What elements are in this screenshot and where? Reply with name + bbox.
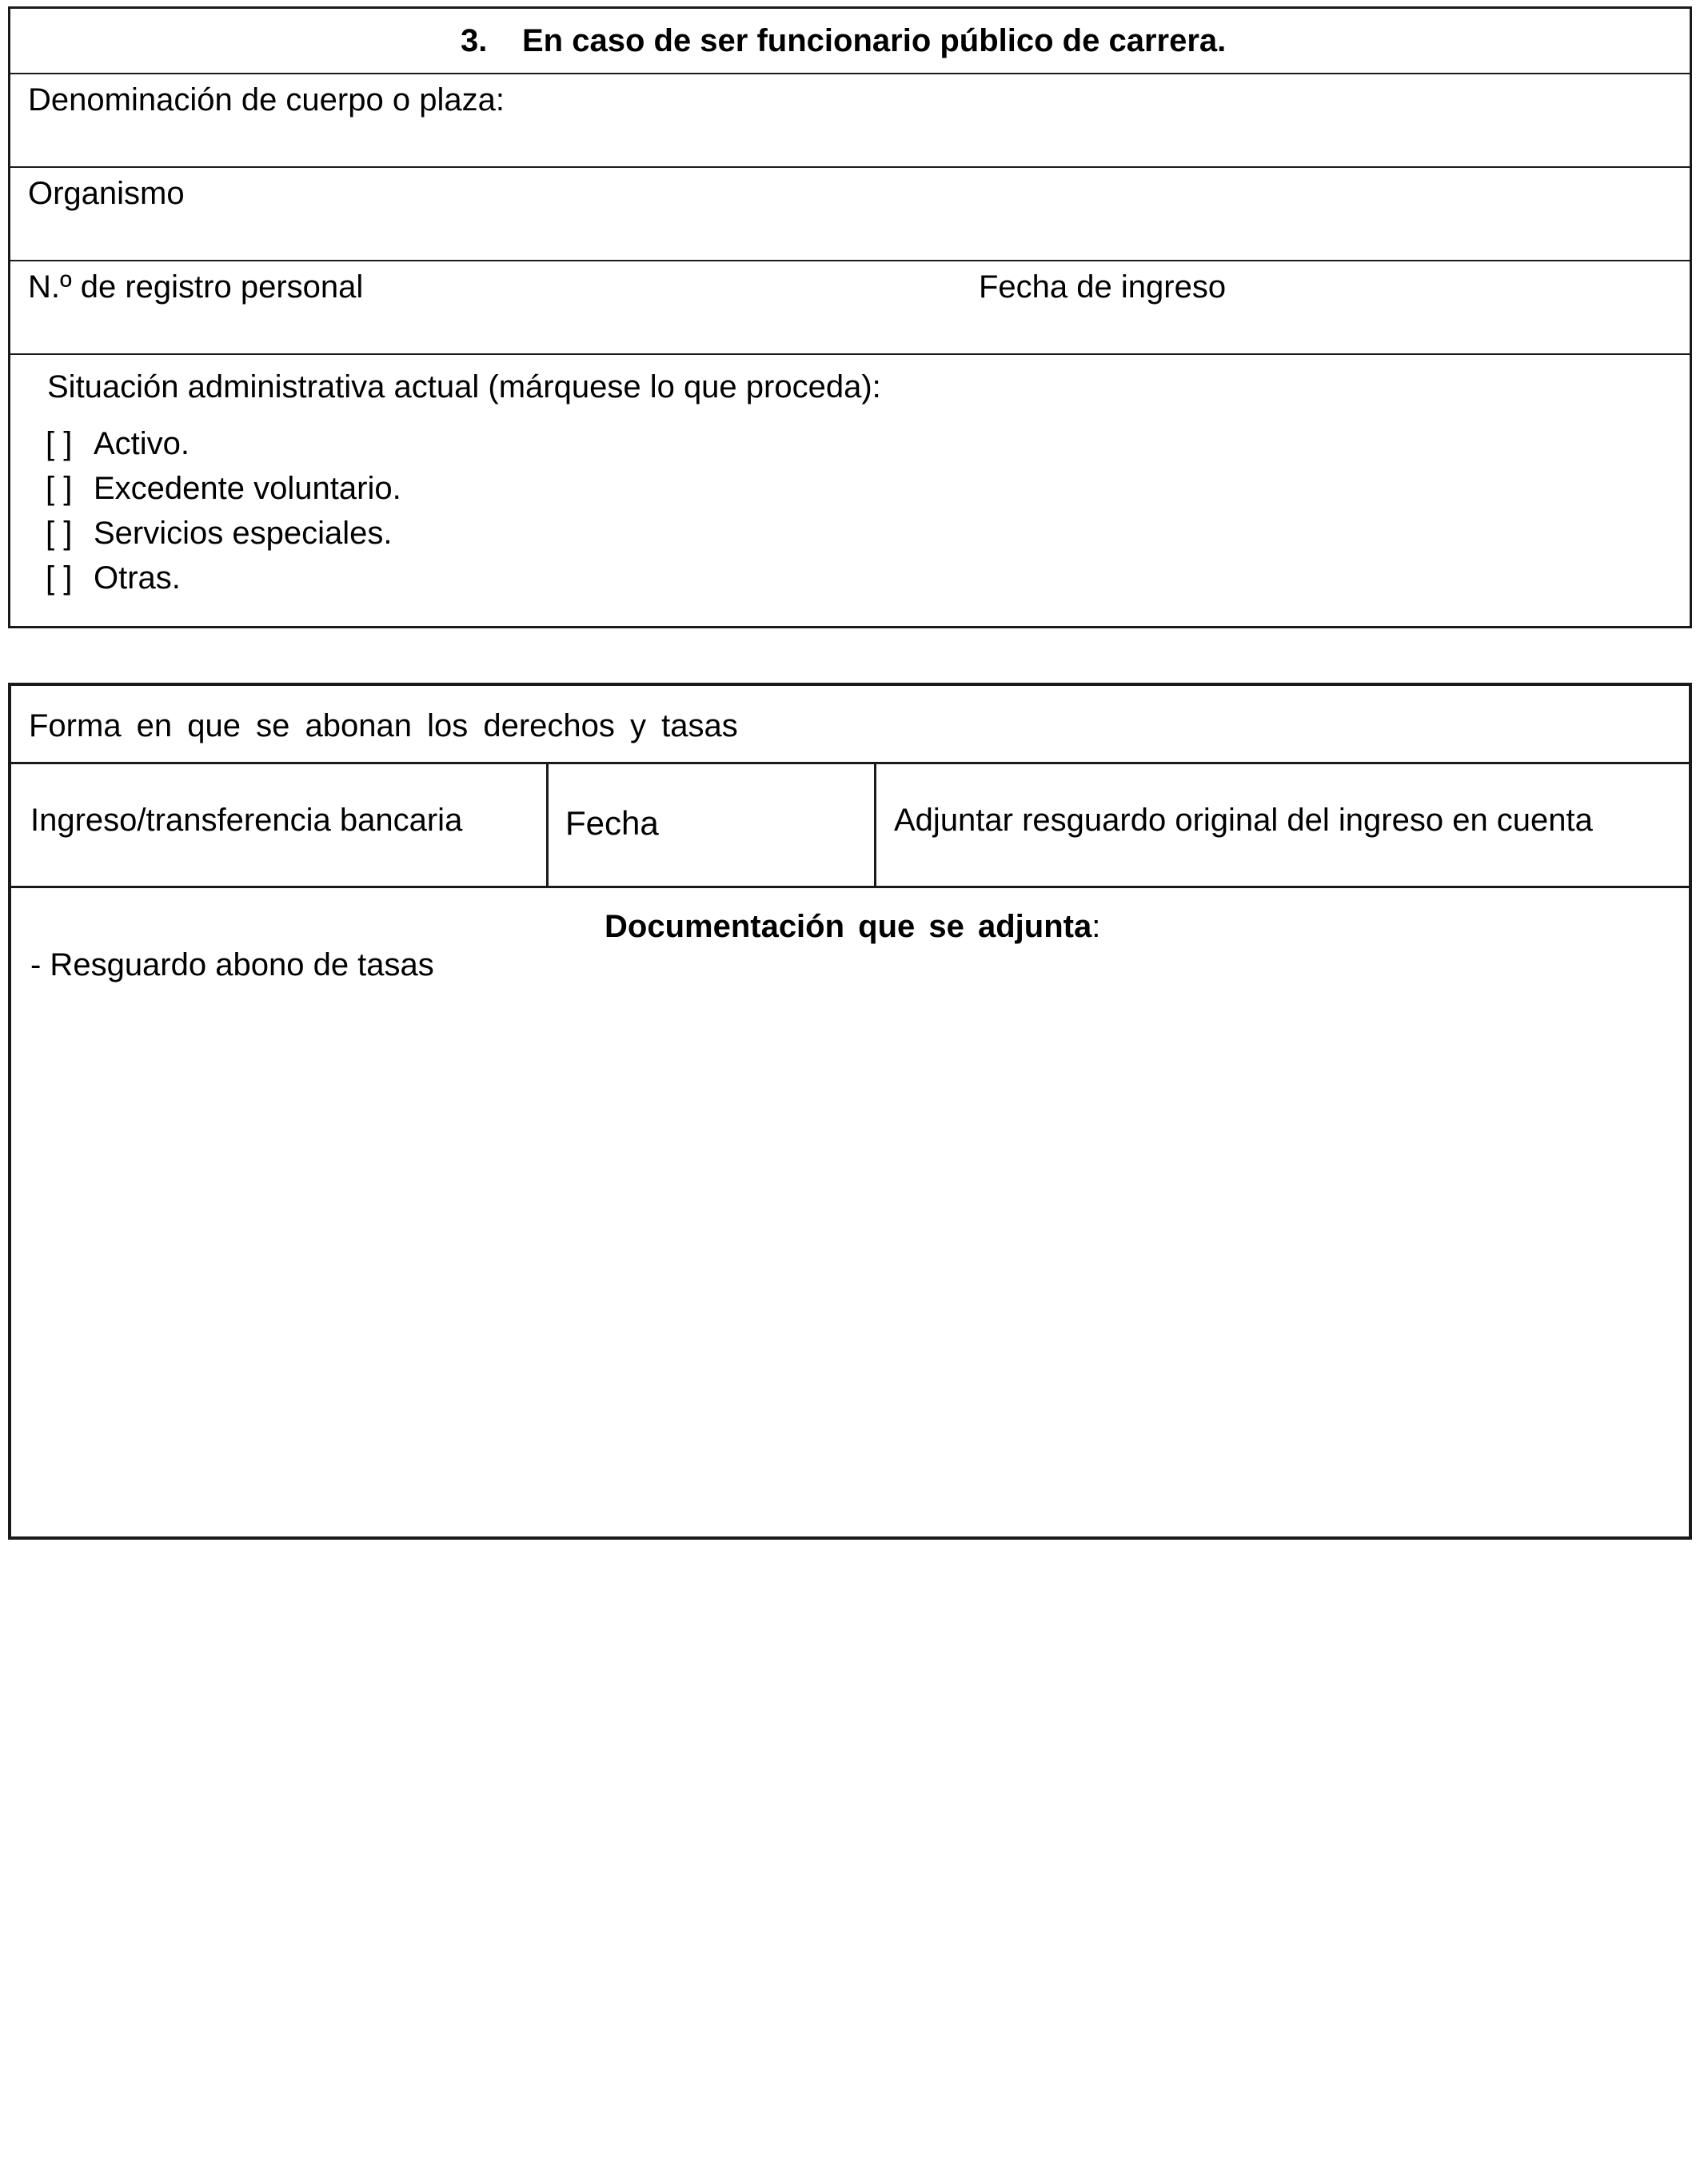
checkbox[interactable]: [ ] xyxy=(46,516,73,551)
payment-instruction: Adjuntar resguardo original del ingreso en cuenta xyxy=(894,803,1593,838)
organismo-field[interactable] xyxy=(10,168,1690,259)
option-otras[interactable] xyxy=(46,556,401,600)
option-label: Excedente voluntario. xyxy=(94,471,401,506)
payment-header-text: Forma en que se abonan los derechos y tasas xyxy=(29,708,738,743)
section-3-header xyxy=(10,9,1690,73)
payment-method-label[interactable]: Ingreso/transferencia bancaria xyxy=(30,803,463,838)
documentation-block xyxy=(11,888,1689,1536)
situacion-block xyxy=(10,355,1690,627)
option-label: Otras. xyxy=(94,560,181,596)
checkbox[interactable]: [ ] xyxy=(46,560,73,596)
option-label: Servicios especiales. xyxy=(94,516,393,551)
option-label: Activo. xyxy=(94,426,190,461)
column-divider xyxy=(546,763,549,887)
registro-label[interactable]: N.º de registro personal xyxy=(28,269,364,305)
documentation-title-suffix: : xyxy=(1091,909,1101,944)
section-3-title: En caso de ser funcionario público de carrera. xyxy=(522,23,1227,58)
section-3-box xyxy=(8,6,1692,628)
payment-date-label[interactable]: Fecha xyxy=(565,804,659,842)
documentation-title xyxy=(605,907,1100,946)
checkbox[interactable]: [ ] xyxy=(46,471,73,506)
fecha-ingreso-label[interactable]: Fecha de ingreso xyxy=(979,269,1227,305)
documentation-title-text: Documentación que se adjunta xyxy=(605,909,1092,944)
situacion-label: Situación administrativa actual (márquese lo que proceda): xyxy=(47,369,881,405)
column-divider xyxy=(874,763,876,887)
section-3-number: 3. xyxy=(461,23,488,58)
option-servicios[interactable] xyxy=(46,511,401,556)
payment-details-row xyxy=(11,764,1689,886)
cuerpo-field[interactable] xyxy=(10,74,1690,165)
option-activo[interactable] xyxy=(46,421,401,466)
situacion-options xyxy=(46,421,401,600)
organismo-label: Organismo xyxy=(28,176,185,211)
checkbox[interactable]: [ ] xyxy=(46,426,73,461)
cuerpo-label: Denominación de cuerpo o plaza: xyxy=(28,82,505,118)
payment-header xyxy=(11,686,1689,762)
option-excedente[interactable] xyxy=(46,466,401,511)
registro-row xyxy=(10,261,1690,353)
documentation-item: - Resguardo abono de tasas xyxy=(30,947,434,982)
payment-box xyxy=(8,683,1692,1540)
